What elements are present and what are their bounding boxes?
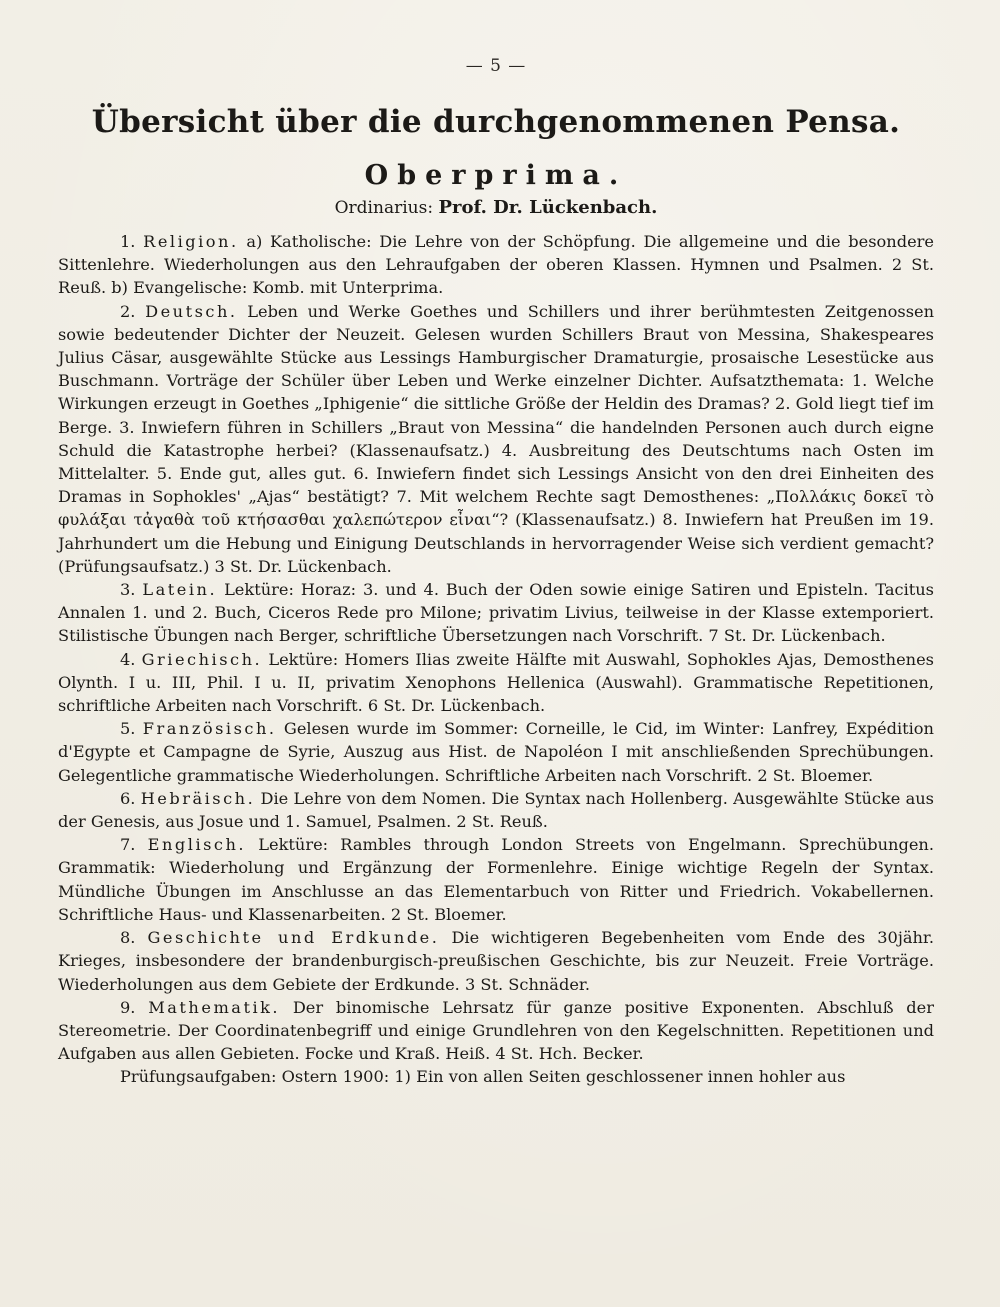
section-text: a) Katholische: Die Lehre von der Schöpfung. Die allgemeine und die besondere Sittenlehre. Wiederholungen aus den Lehraufgaben der oberen Klassen. Hymnen und Psalmen. 2 St. Reuß. b) Evangelische: Komb. mit Unterprima. [58, 232, 934, 298]
section-text: Lektüre: Horaz: 3. und 4. Buch der Oden sowie einige Satiren und Episteln. Tacitus Annalen 1. und 2. Buch, Ciceros Rede pro Milone; privatim Livius, teilweise in der Klasse extemporiert. Stilistische Übungen nach Berger, schriftliche Übersetzungen nach Vorschrift. 7 St. Dr. Lückenbach. [58, 580, 934, 646]
section-text: Gelesen wurde im Sommer: Corneille, le Cid, im Winter: Lanfrey, Expédition d'Egypte et Campagne de Syrie, Auszug aus Hist. de Napoléon I mit anschließenden Sprechübungen. Gelegentliche grammatische Wiederholungen. Schriftliche Arbeiten nach Vorschrift. 2 St. Bloemer. [58, 719, 934, 785]
section-franzoesisch [58, 717, 934, 787]
section-subject: Französisch. [142, 719, 277, 739]
section-englisch [58, 833, 934, 926]
ordinarius-name: Prof. Dr. Lückenbach. [438, 197, 658, 218]
section-mathematik [58, 996, 934, 1066]
section-subject: Mathematik. [148, 997, 281, 1017]
section-number: 6. [120, 788, 136, 808]
section-hebraeisch [58, 787, 934, 833]
section-number: 2. [120, 301, 136, 321]
section-text: Die wichtigeren Begebenheiten vom Ende des 30jähr. Krieges, insbesondere der brandenburgisch-preußischen Geschichte, bis zur Neuzeit. Freie Vorträge. Wiederholungen aus dem Gebiete der Erdkunde. 3 St. Schnäder. [58, 928, 935, 994]
class-heading: Oberprima. [364, 160, 628, 191]
page-number: — 5 — [465, 56, 527, 76]
section-subject: Latein. [142, 580, 218, 600]
section-pruefungsaufgaben [58, 1065, 934, 1088]
ordinarius-line [58, 197, 934, 218]
section-number: 4. [120, 649, 136, 669]
section-geschichte [58, 926, 934, 996]
section-text: Lektüre: Homers Ilias zweite Hälfte mit Auswahl, Sophokles Ajas, Demosthenes Olynth. I u. III, Phil. I u. II, privatim Xenophons Hellenica (Auswahl). Grammatische Repetitionen, schriftliche Arbeiten nach Vorschrift. 6 St. Dr. Lückenbach. [58, 649, 934, 716]
section-text: Der binomische Lehrsatz für ganze positive Exponenten. Abschluß der Stereometrie. Der Coordinatenbegriff und einige Grundlehren von den Kegelschnitten. Repetitionen und Aufgaben aus allen Gebieten. Focke und Kraß. Heiß. 4 St. Hch. Becker. [58, 997, 934, 1064]
section-number: 3. [120, 580, 136, 600]
section-number: 8. [120, 928, 136, 948]
ordinarius-label: Ordinarius: [334, 198, 434, 218]
section-text: Lektüre: Rambles through London Streets von Engelmann. Sprechübungen. Grammatik: Wiederholung und Ergänzung der Formenlehre. Einige wichtige Regeln der Syntax. Mündliche Übungen im Anschlusse an das Elementarbuch von Ritter und Friedrich. Vokabellernen. Schriftliche Haus- und Klassenarbeiten. 2 St. Bloemer. [58, 835, 934, 924]
section-subject: Hebräisch. [140, 788, 256, 808]
section-subject: Englisch. [147, 835, 247, 855]
section-latein [58, 578, 934, 648]
pensa-body [58, 230, 934, 1089]
page-title: Übersicht über die durchgenommenen Pensa. [91, 104, 901, 140]
section-subject: Religion. [143, 232, 239, 251]
section-religion [58, 230, 934, 300]
section-subject: Geschichte und Erdkunde. [147, 928, 440, 948]
section-deutsch [58, 300, 934, 578]
section-number: 9. [120, 997, 136, 1017]
section-number: 5. [120, 719, 136, 739]
section-subject: Griechisch. [141, 649, 263, 669]
section-text: Die Lehre von dem Nomen. Die Syntax nach Hollenberg. Ausgewählte Stücke aus der Genesis, aus Josue und 1. Samuel, Psalmen. 2 St. Reuß. [58, 788, 934, 832]
section-text: Leben und Werke Goethes und Schillers und ihrer berühmtesten Zeitgenossen sowie bedeutender Dichter der Neuzeit. Gelesen wurden Schillers Braut von Messina, Shakespeares Julius Cäsar, ausgewählte Stücke aus Lessings Hamburgischer Dramaturgie, prosaische Lesestücke aus Buschmann. Vorträge der Schüler über Leben und Werke einzelner Dichter. Aufsatzthemata: 1. Welche Wirkungen erzeugt in Goethes „Iphigenie“ die sittliche Größe der Heldin des Dramas? 2. Gold liegt tief im Berge. 3. Inwiefern führen in Schillers „Braut von Messina“ die handelnden Personen auch durch eigne Schuld die Katastrophe herbei? (Klassenaufsatz.) 4. Ausbreitung des Deutschtums nach Osten im Mittelalter. 5. Ende gut, alles gut. 6. Inwiefern findet sich Lessings Ansicht von den drei Einheiten des Dramas in Sophokles' „Ajas“ bestätigt? 7. Mit welchem Rechte sagt Demosthenes: „Πολλάκις δοκεῖ τὸ φυλάξαι τἀγαθὰ τοῦ κτήσασθαι χαλεπώτερον εἶναι“? (Klassenaufsatz.) 8. Inwiefern hat Preußen im 19. Jahrhundert um die Hebung und Einigung Deutschlands in hervorragender Weise sich verdient gemacht? (Prüfungsaufsatz.) 3 St. Dr. Lückenbach. [58, 301, 934, 576]
section-text: Prüfungsaufgaben: Ostern 1900: 1) Ein von allen Seiten geschlossener innen hohler aus [120, 1067, 846, 1087]
section-griechisch [58, 648, 934, 718]
section-number: 1. [120, 232, 136, 251]
section-subject: Deutsch. [145, 301, 238, 321]
section-number: 7. [120, 835, 136, 855]
